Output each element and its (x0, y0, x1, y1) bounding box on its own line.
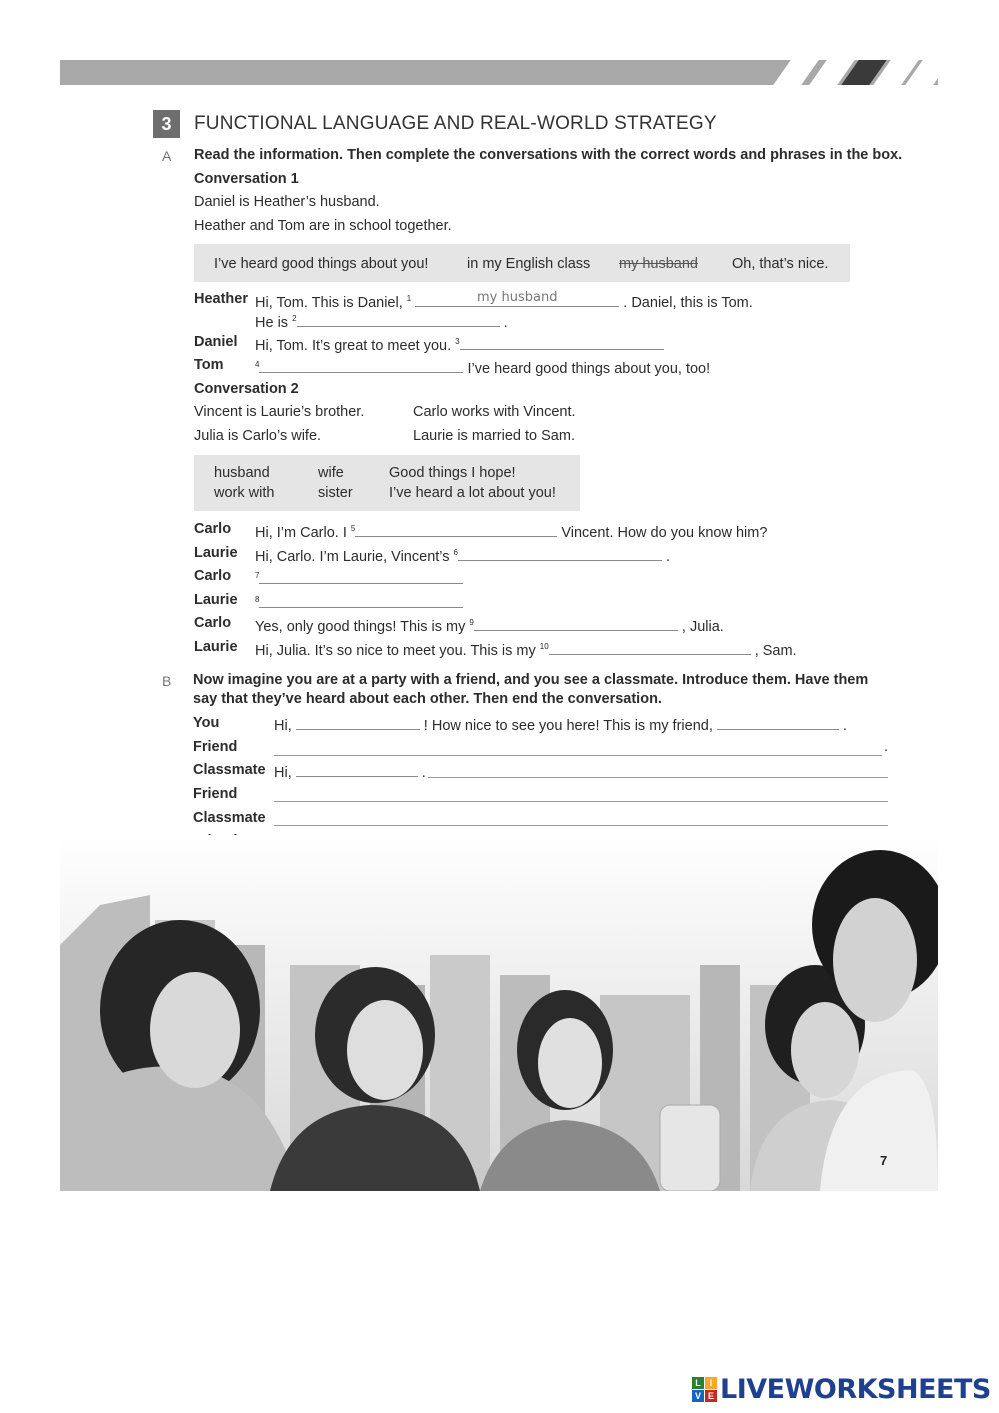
conv2-info-line: Laurie is married to Sam. (413, 428, 575, 444)
blank-number: 4 (255, 360, 260, 369)
dialogue-text: , Sam. (754, 643, 797, 659)
answer-blank-10[interactable] (549, 638, 751, 655)
conversation-1-title: Conversation 1 (194, 171, 299, 187)
answer-line[interactable] (274, 755, 882, 756)
conv2-info-line: Julia is Carlo’s wife. (194, 428, 322, 444)
answer-blank-7[interactable] (259, 567, 463, 584)
word-box-item: work with (214, 485, 275, 501)
logo-tile: I (705, 1377, 717, 1389)
conv2-info-line: Vincent is Laurie’s brother. (194, 404, 365, 420)
speaker-classmate: Classmate (193, 762, 266, 778)
dialogue-line-tom (255, 355, 710, 379)
photo-illustration (60, 835, 938, 1191)
dialogue-line-carlo (255, 613, 724, 637)
logo-tile: L (692, 1377, 704, 1389)
blank-number: 7 (255, 571, 260, 580)
logo-tile: V (692, 1390, 704, 1402)
answer-blank-friend-name[interactable] (717, 713, 839, 730)
conv1-info-line: Heather and Tom are in school together. (194, 218, 452, 234)
friends-party-photo (60, 835, 938, 1191)
filled-answer: my husband (477, 290, 558, 305)
answer-blank-9[interactable] (474, 614, 678, 631)
conversation-2-title: Conversation 2 (194, 381, 299, 397)
dialogue-line-laurie (255, 637, 797, 661)
answer-blank-5[interactable] (355, 520, 557, 537)
dialogue-text: . Daniel, this is Tom. (623, 295, 753, 311)
dialogue-text: Yes, only good things! This is my (255, 619, 466, 635)
answer-line[interactable] (274, 825, 888, 826)
dialogue-line-daniel (255, 332, 664, 356)
blank-number: 2 (292, 314, 297, 323)
speaker-you: You (193, 715, 220, 731)
dialogue-text: Hi, Tom. This is Daniel, (255, 295, 403, 311)
word-box-item: sister (318, 485, 353, 501)
dialogue-text: ! How nice to see you here! This is my friend, (423, 718, 713, 734)
dialogue-text: I’ve heard good things about you, too! (467, 361, 711, 377)
liveworksheets-logo[interactable] (692, 1374, 991, 1404)
answer-blank-1[interactable] (415, 290, 619, 307)
dialogue-text: Hi, (274, 765, 292, 781)
dialogue-text: Hi, (274, 718, 292, 734)
logo-tile: E (705, 1390, 717, 1402)
word-box-2 (194, 455, 580, 511)
dialogue-line-you (274, 713, 847, 736)
word-box-item-used: my husband (619, 256, 698, 272)
speaker-tom: Tom (194, 357, 224, 373)
speaker-laurie: Laurie (194, 639, 238, 655)
part-a-letter: A (162, 148, 172, 164)
dialogue-text: He is (255, 315, 289, 331)
word-box-item: husband (214, 465, 270, 481)
speaker-heather: Heather (194, 291, 248, 307)
answer-blank-3[interactable] (460, 333, 664, 350)
speaker-friend: Friend (193, 786, 238, 802)
answer-blank-classmate-name[interactable] (296, 713, 420, 730)
section-number: 3 (153, 110, 180, 138)
speaker-classmate: Classmate (193, 810, 266, 826)
dialogue-line-carlo (255, 566, 463, 590)
speaker-laurie: Laurie (194, 592, 238, 608)
speaker-carlo: Carlo (194, 568, 232, 584)
part-b-letter: B (162, 673, 172, 689)
blank-number: 10 (539, 642, 549, 651)
dialogue-text: Vincent. How do you know him? (561, 525, 768, 541)
answer-blank-6[interactable] (458, 544, 662, 561)
word-box-item: in my English class (467, 256, 591, 272)
answer-blank-4[interactable] (259, 356, 463, 373)
blank-number: 6 (453, 548, 458, 557)
speaker-daniel: Daniel (194, 334, 238, 350)
answer-line[interactable] (428, 777, 888, 778)
part-b-instruction: say that they’ve heard about each other. Then end the conversation. (193, 691, 662, 707)
answer-blank-8[interactable] (259, 591, 463, 608)
blank-number: 3 (455, 337, 460, 346)
dialogue-line-laurie (255, 590, 463, 614)
word-box-item: I’ve heard good things about you! (214, 256, 429, 272)
dialogue-text: Hi, Carlo. I’m Laurie, Vincent’s (255, 549, 450, 565)
blank-number: 1 (406, 294, 412, 303)
dialogue-text: . (421, 765, 426, 781)
dialogue-text: Hi, Julia. It’s so nice to meet you. This is my (255, 643, 536, 659)
answer-blank-2[interactable] (297, 310, 500, 327)
answer-blank-classmate-reply[interactable] (296, 760, 418, 777)
dialogue-text: . (842, 718, 847, 734)
dialogue-text: , Julia. (681, 619, 724, 635)
dialogue-text: . (884, 739, 889, 755)
dialogue-line-heather-cont (255, 309, 508, 333)
answer-line[interactable] (274, 801, 888, 802)
dialogue-text: . (666, 549, 671, 565)
page-number: 7 (880, 1153, 888, 1168)
word-box-item: I’ve heard a lot about you! (389, 485, 556, 501)
speaker-carlo: Carlo (194, 521, 232, 537)
conv1-info-line: Daniel is Heather’s husband. (194, 194, 380, 210)
speaker-friend: Friend (193, 739, 238, 755)
part-b-instruction: Now imagine you are at a party with a friend, and you see a classmate. Introduce them. Have them (193, 672, 869, 688)
speaker-laurie: Laurie (194, 545, 238, 561)
blank-number: 8 (255, 595, 260, 604)
blank-number: 9 (469, 618, 474, 627)
dialogue-line-carlo (255, 519, 767, 543)
conv2-info-line: Carlo works with Vincent. (413, 404, 576, 420)
logo-text: LIVEWORKSHEETS (720, 1373, 991, 1405)
blank-number: 5 (350, 524, 356, 533)
section-title: FUNCTIONAL LANGUAGE AND REAL-WORLD STRATEGY (194, 113, 717, 134)
word-box-item: Oh, that’s nice. (732, 256, 829, 272)
speaker-carlo: Carlo (194, 615, 232, 631)
part-a-instruction: Read the information. Then complete the conversations with the correct words and phrases in the box. (194, 147, 903, 163)
logo-tiles-icon (692, 1377, 717, 1402)
dialogue-text: . (503, 315, 508, 331)
dialogue-line-classmate (274, 760, 426, 783)
dialogue-text: Hi, I’m Carlo. I (255, 525, 347, 541)
dialogue-text: Hi, Tom. It’s great to meet you. (255, 338, 452, 354)
word-box-item: wife (318, 465, 344, 481)
word-box-item: Good things I hope! (389, 465, 516, 481)
dialogue-line-laurie (255, 543, 670, 567)
header-bar (60, 60, 938, 85)
